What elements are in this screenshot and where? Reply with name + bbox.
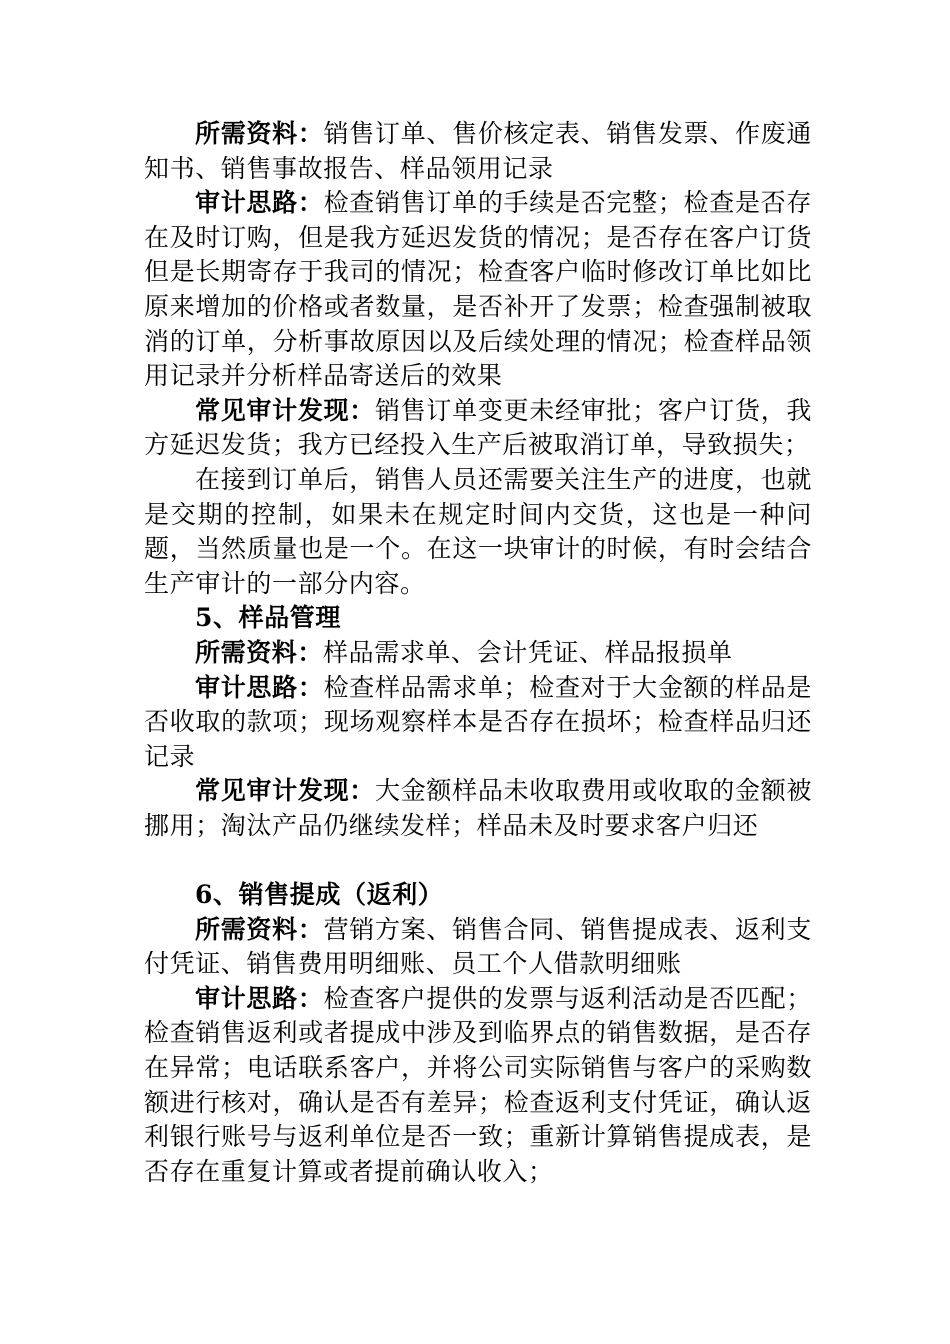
commission-audit-approach-paragraph	[144, 982, 812, 1190]
order-followup-text: 在接到订单后，销售人员还需要关注生产的进度，也就是交期的控制，如果未在规定时间内交货，这也是一种问题，当然质量也是一个。在这一块审计的时候，有时会结合生产审计的一部分内容。	[144, 464, 812, 598]
required-materials-text: 销售订单、售价核定表、销售发票、作废通知书、销售事故报告、样品领用记录	[144, 119, 812, 183]
common-findings-text: 销售订单变更未经审批；客户订货，我方延迟发货；我方已经投入生产后被取消订单，导致损失；	[144, 395, 813, 460]
required-materials-text: 样品需求单、会计凭证、样品报损单	[323, 637, 733, 667]
required-materials-text: 营销方案、销售合同、销售提成表、返利支付凭证、销售费用明细账、员工个人借款明细账	[144, 914, 812, 979]
commission-required-materials-paragraph	[144, 913, 812, 982]
common-findings-paragraph	[144, 394, 812, 463]
common-findings-label: 常见审计发现：	[195, 395, 375, 425]
sample-audit-approach-paragraph	[144, 671, 812, 775]
audit-approach-label: 审计思路：	[195, 672, 324, 702]
audit-approach-label: 审计思路：	[195, 188, 324, 218]
required-materials-label: 所需资料：	[195, 119, 324, 148]
blank-line	[144, 843, 812, 878]
audit-approach-text: 检查销售订单的手续是否完整；检查是否存在及时订购，但是我方延迟发货的情况；是否存在客户订货但是长期寄存于我司的情况；检查客户临时修改订单比如比原来增加的价格或者数量，是否补开了发票；检查强制被取消的订单，分析事故原因以及后续处理的情况；检查样品领用记录并分析样品寄送后的效果	[144, 188, 812, 391]
common-findings-text: 大金额样品未收取费用或收取的金额被挪用；淘汰产品仍继续发样；样品未及时要求客户归还	[144, 776, 813, 840]
required-materials-label: 所需资料：	[195, 637, 324, 667]
common-findings-label: 常见审计发现：	[195, 776, 375, 806]
sample-required-materials-paragraph	[144, 636, 812, 671]
section-heading-sales-commission	[144, 878, 812, 913]
sample-common-findings-paragraph	[144, 774, 812, 843]
audit-approach-label: 审计思路：	[195, 983, 324, 1013]
section-number: 5	[195, 603, 213, 633]
required-materials-paragraph	[144, 117, 812, 186]
audit-approach-paragraph	[144, 186, 812, 394]
audit-approach-text: 检查样品需求单；检查对于大金额的样品是否收取的款项；现场观察样本是否存在损坏；检查样品归还记录	[144, 672, 812, 771]
section-number: 6	[195, 880, 213, 910]
document-body	[144, 117, 812, 1189]
audit-approach-text: 检查客户提供的发票与返利活动是否匹配；检查销售返利或者提成中涉及到临界点的销售数据，是否存在异常；电话联系客户，并将公司实际销售与客户的采购数额进行核对，确认是否有差异；检查返利支付凭证，确认返利银行账号与返利单位是否一致；重新计算销售提成表，是否存在重复计算或者提前确认收入；	[144, 983, 812, 1186]
section-title: 、销售提成（返利）	[213, 880, 444, 910]
section-title: 、样品管理	[213, 603, 342, 633]
required-materials-label: 所需资料：	[195, 914, 324, 944]
order-followup-note	[144, 463, 812, 601]
section-heading-sample-management	[144, 601, 812, 636]
